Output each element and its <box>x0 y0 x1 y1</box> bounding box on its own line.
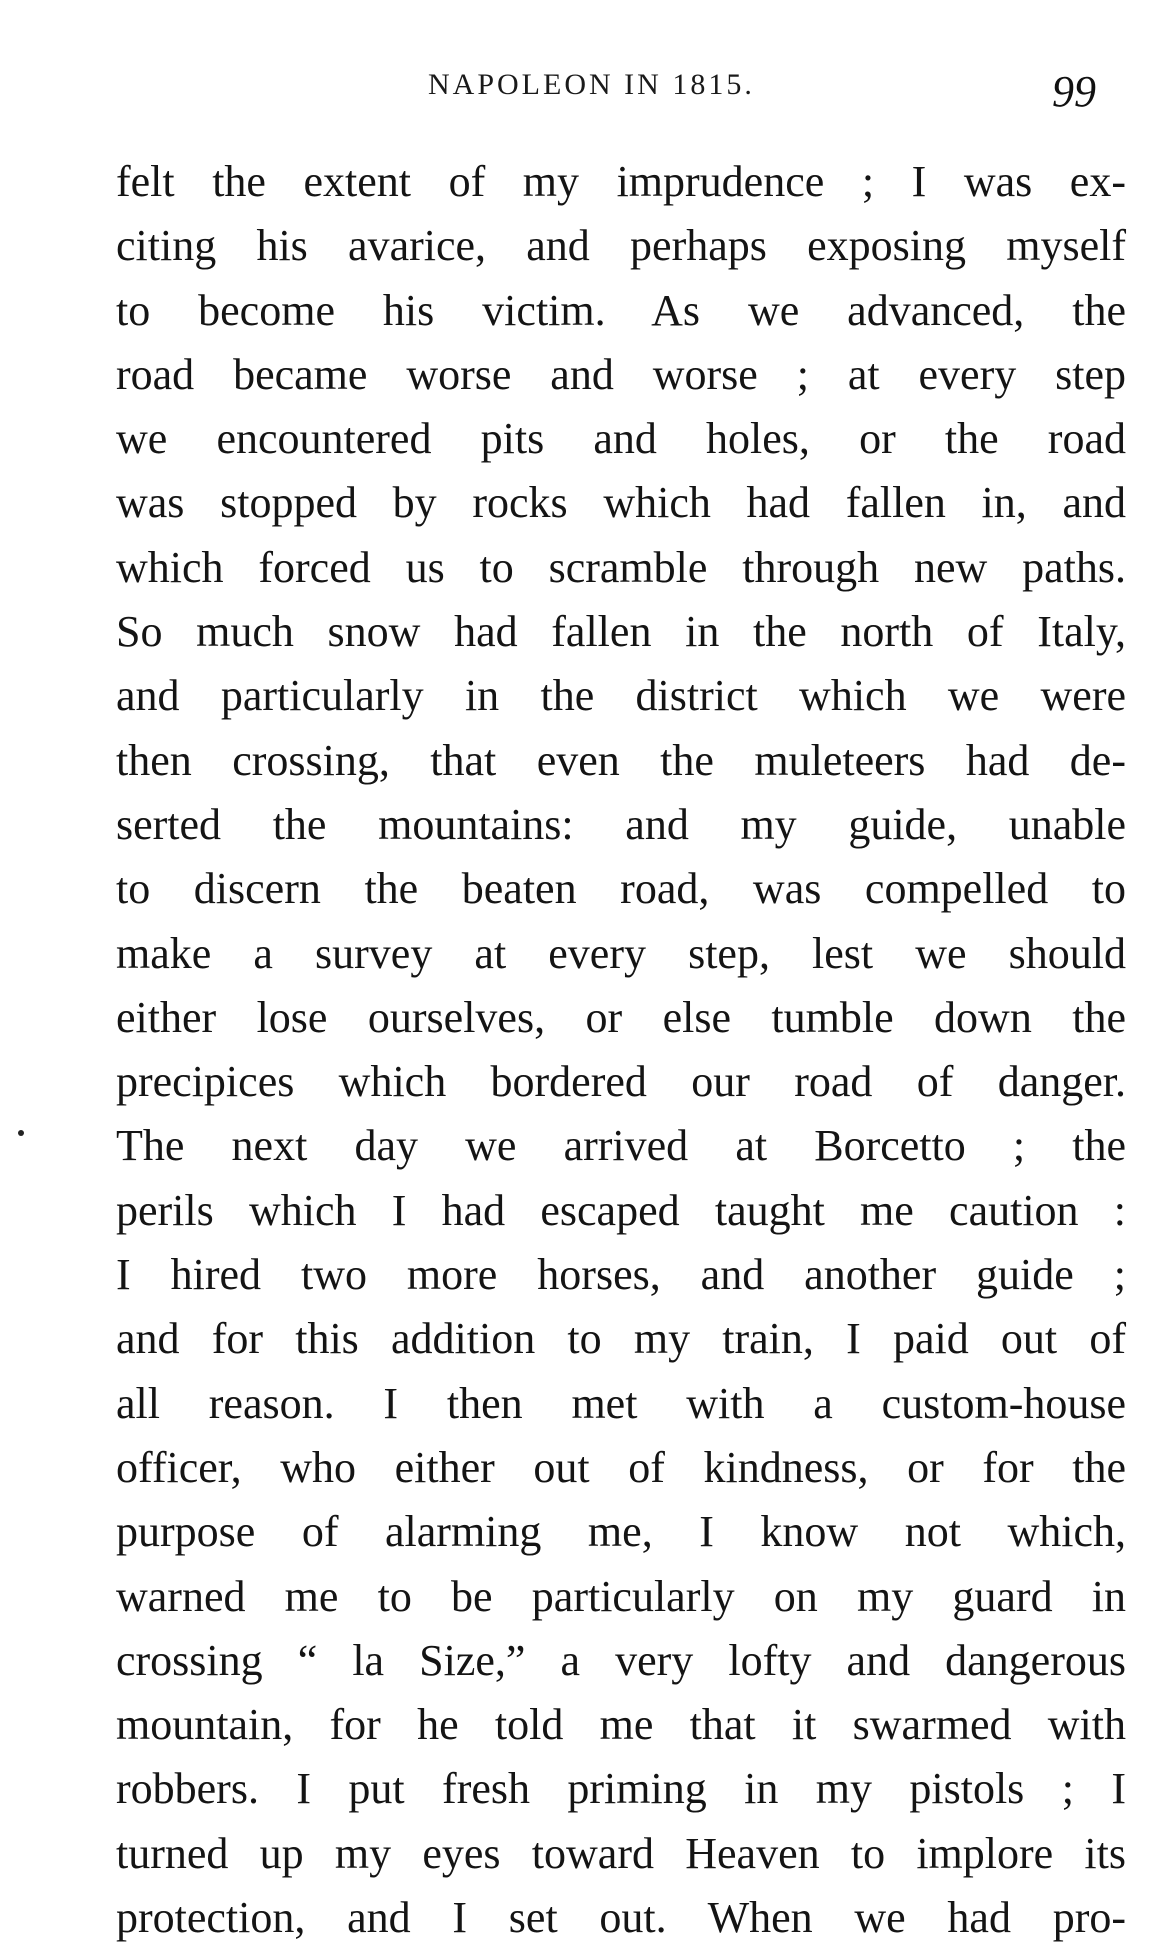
text-line: serted the mountains: and my guide, unable <box>116 799 1126 849</box>
page-number: 99 <box>1052 67 1096 116</box>
text-line: mountain, for he told me that it swarmed with <box>116 1700 1126 1750</box>
text-line: protection, and I set out. When we had pro- <box>116 1893 1126 1943</box>
text-line: we encountered pits and holes, or the road <box>116 414 1126 464</box>
text-line: road became worse and worse ; at every step <box>116 349 1126 399</box>
ink-speck <box>18 1130 24 1136</box>
text-line: I hired two more horses, and another guide ; <box>116 1250 1126 1300</box>
text-line: robbers. I put fresh priming in my pistols ; I <box>116 1764 1126 1814</box>
text-line: purpose of alarming me, I know not which, <box>116 1507 1126 1557</box>
text-line: either lose ourselves, or else tumble down the <box>116 992 1126 1042</box>
text-line: felt the extent of my imprudence ; I was ex- <box>116 157 1126 206</box>
text-line: and particularly in the district which we were <box>116 671 1126 721</box>
text-line: make a survey at every step, lest we should <box>116 928 1126 978</box>
text-line: to become his victim. As we advanced, the <box>116 285 1126 335</box>
text-line: to discern the beaten road, was compelled to <box>116 864 1126 914</box>
text-line: which forced us to scramble through new paths. <box>116 542 1126 592</box>
text-line: crossing “ la Size,” a very lofty and dangerous <box>116 1635 1126 1685</box>
body-text <box>116 150 1126 1950</box>
text-line: citing his avarice, and perhaps exposing myself <box>116 221 1126 271</box>
text-line: precipices which bordered our road of danger. <box>116 1057 1126 1107</box>
text-line: was stopped by rocks which had fallen in, and <box>116 478 1126 528</box>
text-line: then crossing, that even the muleteers had de- <box>116 735 1126 785</box>
text-line: The next day we arrived at Borcetto ; the <box>116 1121 1126 1171</box>
text-line: perils which I had escaped taught me caution : <box>116 1185 1126 1235</box>
text-line: officer, who either out of kindness, or for the <box>116 1442 1126 1492</box>
text-line: So much snow had fallen in the north of Italy, <box>116 607 1126 657</box>
text-line: warned me to be particularly on my guard in <box>116 1571 1126 1621</box>
text-line: turned up my eyes toward Heaven to implore its <box>116 1828 1126 1878</box>
running-head-title: NAPOLEON IN 1815. <box>428 68 755 101</box>
text-line: all reason. I then met with a custom-house <box>116 1378 1126 1428</box>
text-line: and for this addition to my train, I paid out of <box>116 1314 1126 1364</box>
